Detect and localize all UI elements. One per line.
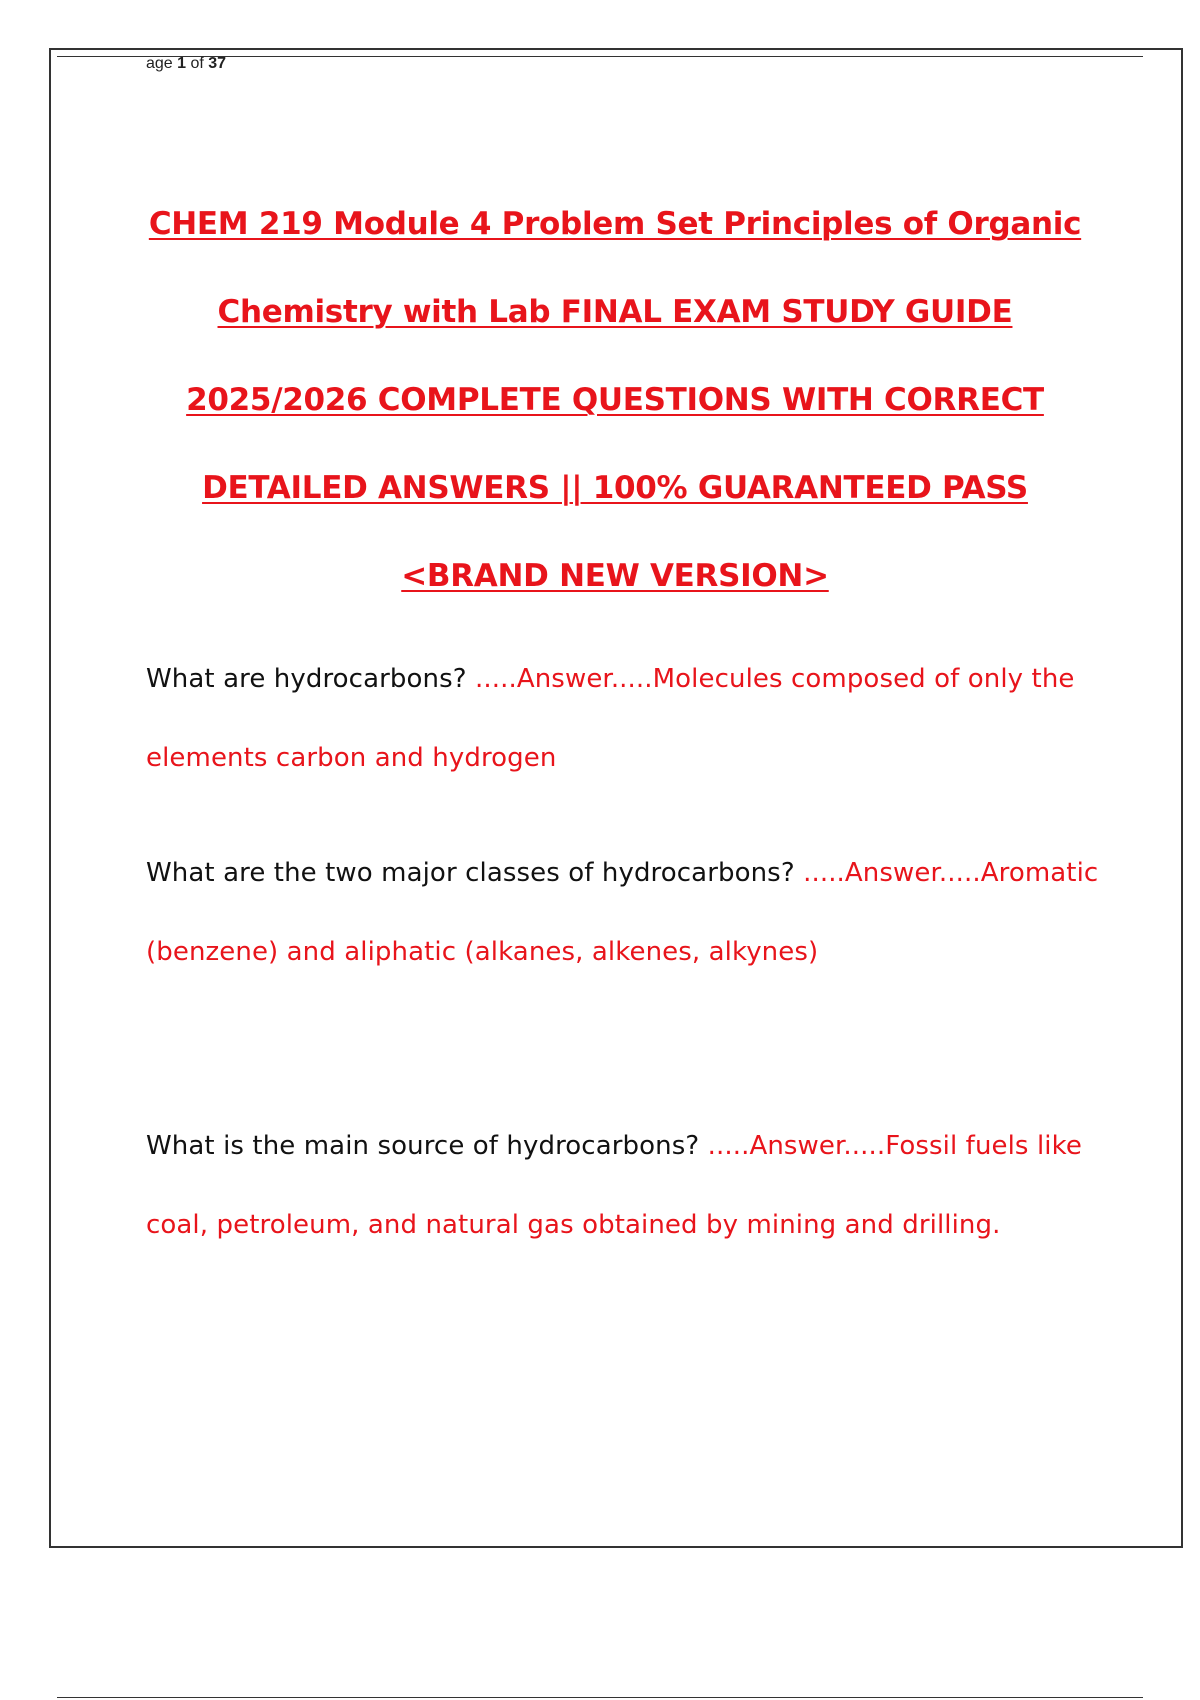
title-line-3: 2025/2026 COMPLETE QUESTIONS WITH CORRECT <box>186 382 1044 418</box>
page-prefix: age <box>146 55 178 72</box>
page-indicator <box>146 54 226 74</box>
question-text: What is the main source of hydrocarbons? <box>146 1131 708 1161</box>
title-line-2: Chemistry with Lab FINAL EXAM STUDY GUIDE <box>217 294 1013 330</box>
answer-text: .....Answer.....Aromatic (benzene) and aliphatic (alkanes, alkenes, alkynes) <box>146 858 1099 967</box>
document-title <box>120 180 1110 620</box>
footer-rule <box>57 1697 1143 1698</box>
qa-item-2 <box>146 834 1106 992</box>
answer-text: .....Answer.....Molecules composed of only the elements carbon and hydrogen <box>146 664 1075 773</box>
qa-item-3 <box>146 1107 1106 1265</box>
qa-item-1 <box>146 640 1106 798</box>
question-text: What are hydrocarbons? <box>146 664 476 694</box>
question-text: What are the two major classes of hydrocarbons? <box>146 858 804 888</box>
page-current: 1 <box>177 55 187 72</box>
title-line-1: CHEM 219 Module 4 Problem Set Principles of Organic <box>148 206 1082 242</box>
page-total: 37 <box>208 55 227 72</box>
page-of: of <box>186 55 209 72</box>
answer-text: .....Answer.....Fossil fuels like coal, petroleum, and natural gas obtained by mining and drilling. <box>146 1131 1082 1240</box>
title-line-4: DETAILED ANSWERS || 100% GUARANTEED PASS <box>202 470 1028 506</box>
title-line-5: <BRAND NEW VERSION> <box>401 558 829 594</box>
